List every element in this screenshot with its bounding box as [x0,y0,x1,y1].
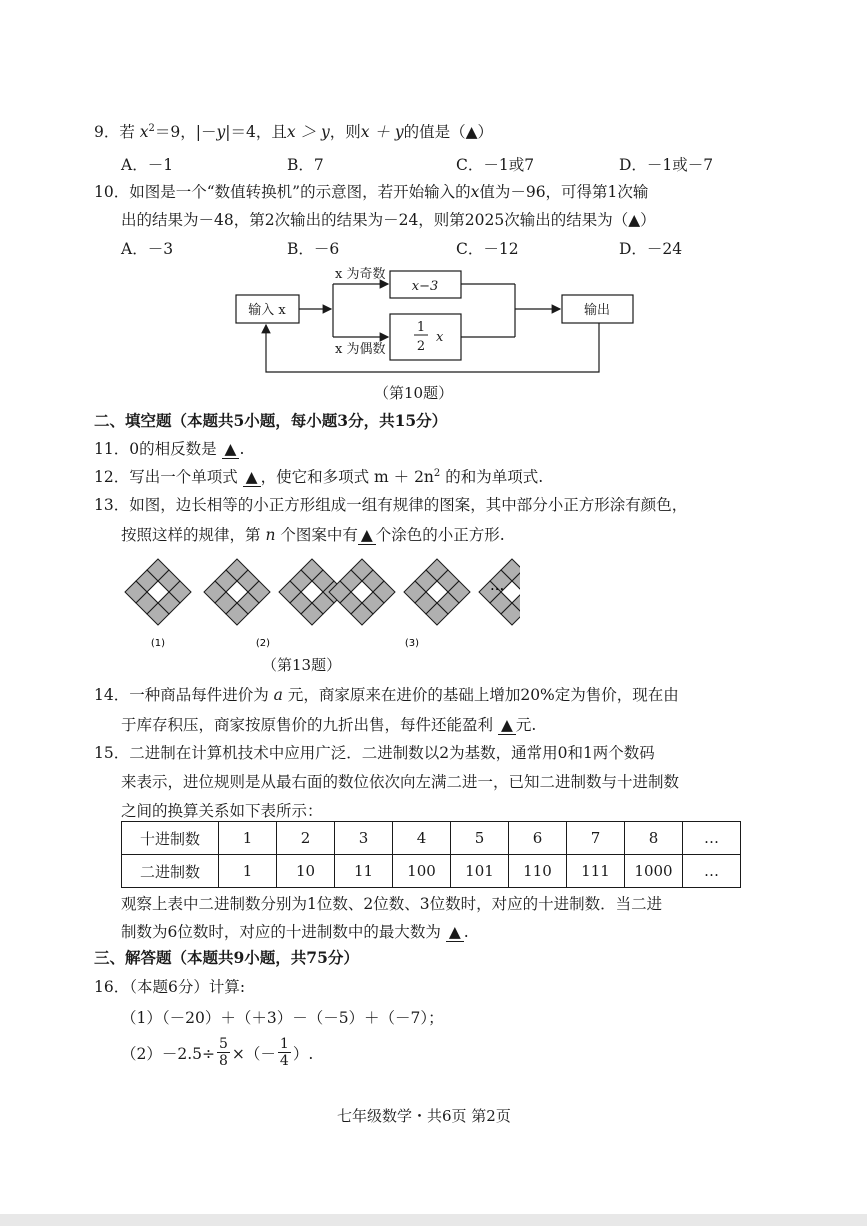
pattern-2-label: (2) [255,638,271,649]
q9-option-c: C．－1或7 [456,156,535,174]
q15-line2: 来表示，进位规则是从最右面的数位依次向左满二进一，已知二进制数与十进制数 [121,773,680,791]
table-cell: 101 [451,855,509,888]
table-cell: 2 [277,822,335,855]
table-cell: 1 [219,855,277,888]
q10-line1: 10．如图是一个“数值转换机”的示意图，若开始输入的x值为－96，可得第1次输 [94,183,649,201]
table-cell: 11 [335,855,393,888]
table-row-binary [122,855,741,888]
even-box [390,314,461,360]
q9-option-a: A．－1 [121,156,174,174]
q15-line5: 制数为6位数时，对应的十进制数中的最大数为 ▲ . [121,923,469,941]
table-cell: 6 [509,822,567,855]
scan-edge [0,1214,867,1226]
output-label: 输出 [583,303,611,318]
table-cell: 1 [219,822,277,855]
table-row-decimal [122,822,741,855]
q13-answer-blank[interactable]: ▲ [358,527,376,545]
even-box-var: x [436,330,444,345]
table-cell: … [683,822,741,855]
fraction-5-8: $\frac{5}{8}$ [219,1036,228,1070]
table-cell: 111 [567,855,625,888]
pattern-2 [204,559,345,625]
section3-heading: 三、解答题（本题共9小题，共75分） [94,948,359,967]
table-cell: 7 [567,822,625,855]
q15-answer-blank[interactable]: ▲ [446,924,464,942]
table-cell: 1000 [625,855,683,888]
table-cell: 3 [335,822,393,855]
q10-option-d: D．－24 [619,240,683,258]
q9-option-d: D．－1或－7 [619,156,714,174]
q9-stem: 9．若 $x^2=9$，|－y|＝4，且x ＞ y，则x ＋ y的值是（▲） [94,122,494,141]
q15-line3: 之间的换算关系如下表所示： [121,802,323,820]
even-box-den: 2 [416,339,426,354]
q10-flow-diagram [225,262,645,382]
q14-answer-blank[interactable]: ▲ [498,717,516,735]
q16-title: 16．（本题6分）计算: [94,978,246,996]
pattern-ellipsis: ··· [490,580,505,598]
odd-box-label: x−3 [411,279,439,294]
q16-part2: （2）－2.5÷ $\frac{5}{8}$ ×（－ $\frac{1}{4}$ ）. [121,1036,314,1070]
odd-label: x 为奇数 [335,267,386,282]
pattern-3-label: (3) [404,638,420,649]
table-cell: 5 [451,822,509,855]
q10-line2: 出的结果为－48，第2次输出的结果为－24，则第2025次输出的结果为（▲） [121,211,656,229]
binary-decimal-table [121,821,741,888]
q13-line1: 13．如图，边长相等的小正方形组成一组有规律的图案，其中部分小正方形涂有颜色， [94,496,688,514]
q11: 11．0的相反数是 ▲ . [94,440,245,458]
table-cell: 110 [509,855,567,888]
q14-line1: 14．一种商品每件进价为 a 元，商家原来在进价的基础上增加20%定为售价，现在由 [94,686,679,704]
q12-answer-blank[interactable]: ▲ [243,469,261,487]
q13-line2: 按照这样的规律，第 n 个图案中有 ▲ 个涂色的小正方形. [121,526,505,544]
q10-caption: （第10题） [374,384,454,402]
q10-option-a: A．－3 [121,240,174,258]
page-footer: 七年级数学・共6页 第2页 [337,1107,511,1125]
pattern-1-label: (1) [150,638,166,649]
input-label: 输入 x [248,303,286,318]
section2-heading: 二、填空题（本题共5小题，每小题3分，共15分） [94,411,448,430]
table-cell: … [683,855,741,888]
table-cell: 100 [393,855,451,888]
q9-option-b: B．7 [287,156,324,174]
fraction-1-4: $\frac{1}{4}$ [279,1036,289,1070]
even-box-num: 1 [416,320,426,335]
q16-part1: （1）（－20）＋（＋3）－（－5）＋（－7）； [121,1009,444,1027]
q15-line4: 观察上表中二进制数分别为1位数、2位数、3位数时，对应的十进制数．当二进 [121,895,663,913]
table-cell: 十进制数 [122,822,219,855]
q14-line2: 于库存积压，商家按原售价的九折出售，每件还能盈利 ▲ 元. [121,716,537,734]
table-cell: 4 [393,822,451,855]
q10-option-b: B．－6 [287,240,340,258]
q11-answer-blank[interactable]: ▲ [222,441,240,459]
q15-line1: 15．二进制在计算机技术中应用广泛．二进制数以2为基数，通常用0和1两个数码 [94,744,655,762]
q10-option-c: C．－12 [456,240,519,258]
table-cell: 8 [625,822,683,855]
q13-caption: （第13题） [262,656,342,674]
table-cell: 二进制数 [122,855,219,888]
q13-pattern-figure [120,552,520,652]
table-cell: 10 [277,855,335,888]
pattern-1 [125,559,191,625]
even-label: x 为偶数 [335,342,386,357]
q12: 12．写出一个单项式 ▲ ，使它和多项式 $m + 2n^2$ 的和为单项式. [94,467,544,486]
